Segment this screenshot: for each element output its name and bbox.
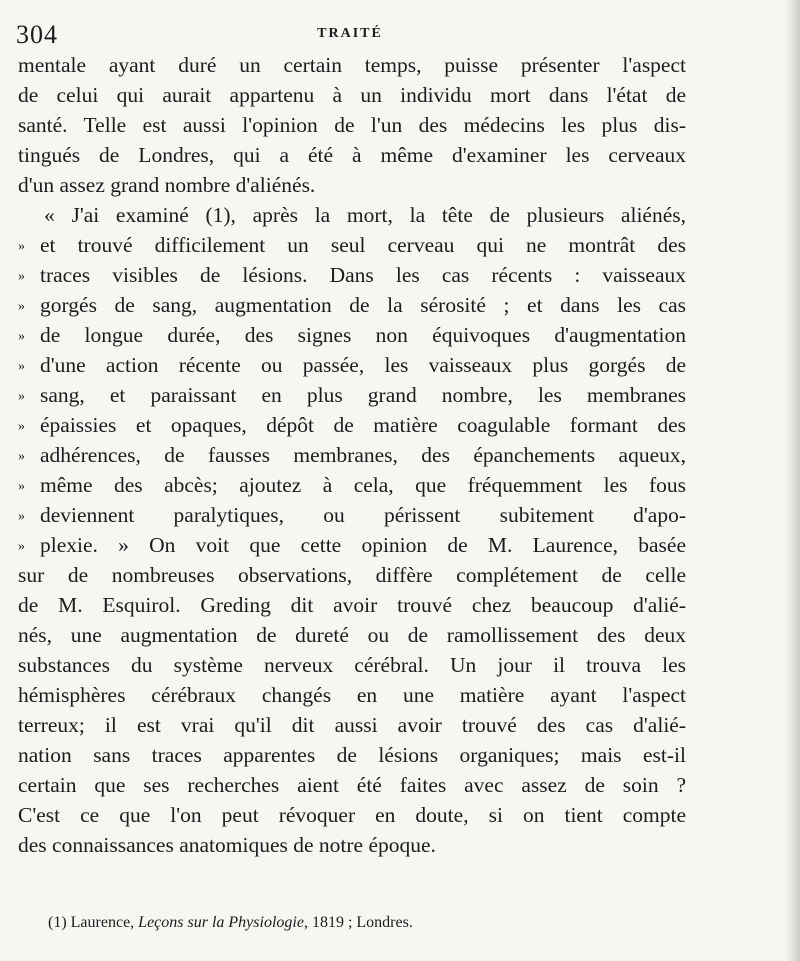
- text-line: sur de nombreuses observations, diffère complétement de celle: [18, 563, 686, 587]
- quote-mark: »: [18, 389, 25, 404]
- footnote-title: Leçons sur la Physiologie: [138, 914, 304, 931]
- body-text: [18, 50, 686, 860]
- text-line: des connaissances anatomiques de notre époque.: [18, 833, 436, 857]
- text-line: mentale ayant duré un certain temps, puisse présenter l'aspect: [18, 53, 686, 77]
- text-line: nés, une augmentation de dureté ou de ramollissement des deux: [18, 623, 686, 647]
- quote-mark: »: [18, 299, 25, 314]
- quoted-line: [18, 530, 686, 560]
- text-line: hémisphères cérébraux changés en une matière ayant l'aspect: [18, 683, 686, 707]
- text-line: adhérences, de fausses membranes, des épanchements aqueux,: [40, 443, 686, 467]
- quote-mark: »: [18, 269, 25, 284]
- footnote-marker: (1): [48, 914, 67, 931]
- text-line: deviennent paralytiques, ou périssent subitement d'apo-: [40, 503, 686, 527]
- text-line: santé. Telle est aussi l'opinion de l'un des médecins les plus dis-: [18, 113, 686, 137]
- text-line: nation sans traces apparentes de lésions organiques; mais est-il: [18, 743, 686, 767]
- quoted-line: [18, 350, 686, 380]
- text-line: de M. Esquirol. Greding dit avoir trouvé chez beaucoup d'alié-: [18, 593, 686, 617]
- quote-mark: »: [18, 329, 25, 344]
- text-line: de longue durée, des signes non équivoques d'augmentation: [40, 323, 686, 347]
- quote-mark: »: [18, 539, 25, 554]
- text-line: traces visibles de lésions. Dans les cas récents : vaisseaux: [40, 263, 686, 287]
- quoted-line: [18, 410, 686, 440]
- page-number: 304: [16, 20, 58, 49]
- quote-mark: »: [18, 359, 25, 374]
- quoted-line: [18, 320, 686, 350]
- text-line: C'est ce que l'on peut révoquer en doute, si on tient compte: [18, 803, 686, 827]
- text-line: épaissies et opaques, dépôt de matière coagulable formant des: [40, 413, 686, 437]
- text-line: d'une action récente ou passée, les vaisseaux plus gorgés de: [40, 353, 686, 377]
- text-line: certain que ses recherches aient été faites avec assez de soin ?: [18, 773, 686, 797]
- running-title: TRAITÉ: [317, 26, 383, 41]
- text-line: « J'ai examiné (1), après la mort, la tête de plusieurs aliénés,: [44, 203, 686, 227]
- text-line: de celui qui aurait appartenu à un individu mort dans l'état de: [18, 83, 686, 107]
- text-line: même des abcès; ajoutez à cela, que fréquemment les fous: [40, 473, 686, 497]
- page-edge-shadow: [786, 0, 800, 961]
- footnote-rest: , 1819 ; Londres.: [303, 914, 413, 931]
- text-line: et trouvé difficilement un seul cerveau qui ne montrât des: [40, 233, 686, 257]
- text-line: d'un assez grand nombre d'aliénés.: [18, 173, 316, 197]
- quote-mark: »: [18, 509, 25, 524]
- quoted-line: [18, 380, 686, 410]
- text-line: gorgés de sang, augmentation de la sérosité ; et dans les cas: [40, 293, 686, 317]
- footnote: [48, 914, 413, 932]
- text-line: substances du système nerveux cérébral. Un jour il trouva les: [18, 653, 686, 677]
- footnote-author: Laurence,: [70, 914, 135, 931]
- quote-mark: »: [18, 479, 25, 494]
- quoted-line: [18, 500, 686, 530]
- text-line: sang, et paraissant en plus grand nombre, les membranes: [40, 383, 686, 407]
- text-line: tingués de Londres, qui a été à même d'examiner les cerveaux: [18, 143, 686, 167]
- quote-mark: »: [18, 239, 25, 254]
- quote-mark: »: [18, 449, 25, 464]
- text-line: plexie. » On voit que cette opinion de M. Laurence, basée: [40, 533, 686, 557]
- quoted-line: [18, 230, 686, 260]
- quote-mark: »: [18, 419, 25, 434]
- text-line: terreux; il est vrai qu'il dit aussi avoir trouvé des cas d'alié-: [18, 713, 686, 737]
- quoted-line: [18, 470, 686, 500]
- quoted-line: [18, 260, 686, 290]
- quoted-line: [18, 290, 686, 320]
- quoted-line: [18, 440, 686, 470]
